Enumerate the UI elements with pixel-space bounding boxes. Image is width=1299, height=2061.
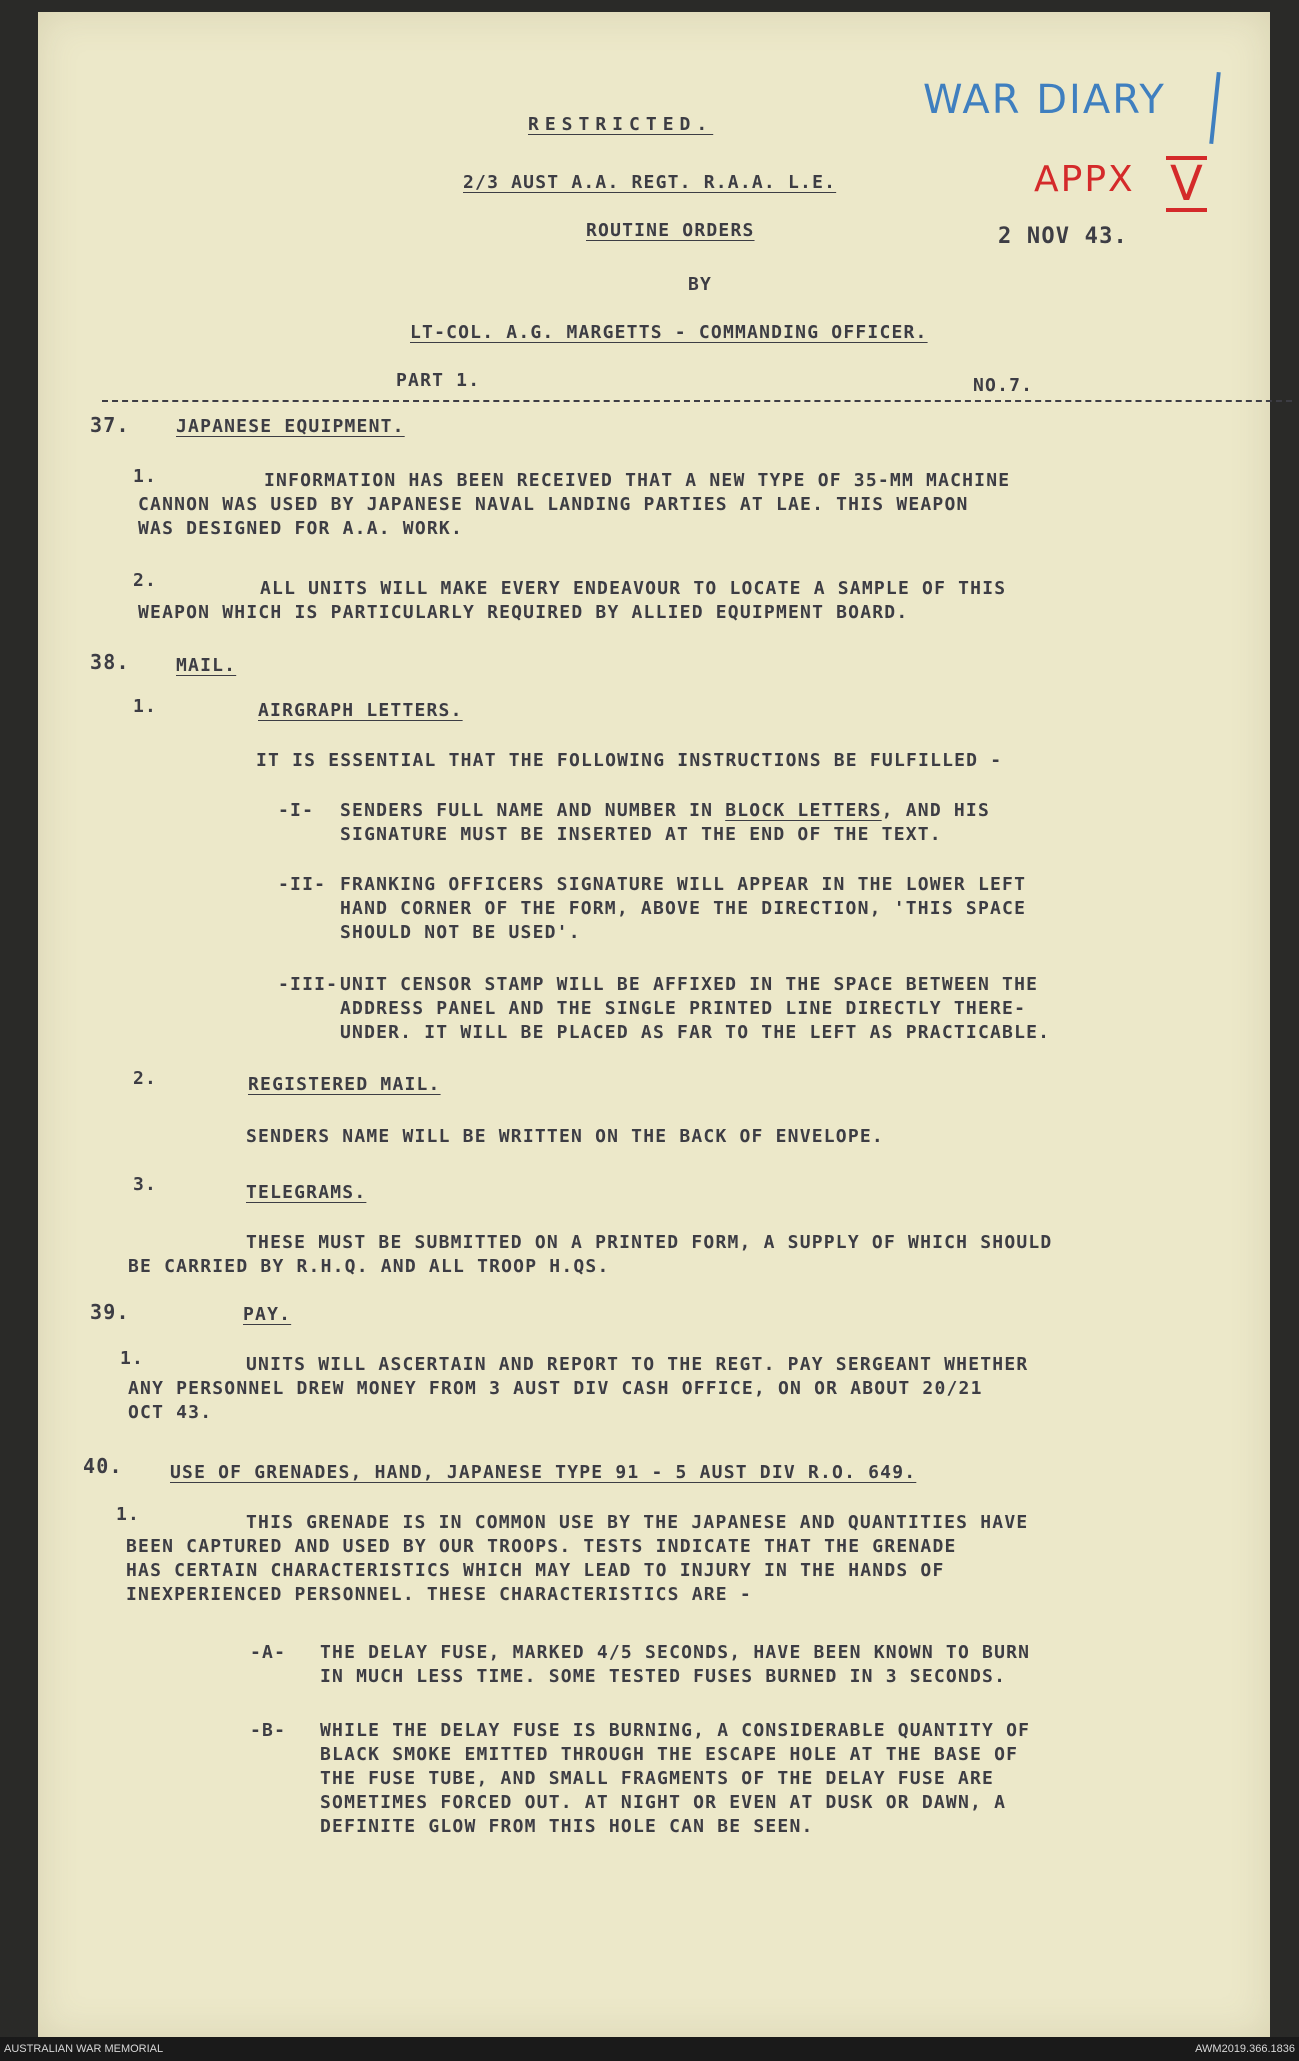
s38-p2-title: REGISTERED MAIL. (248, 1074, 441, 1095)
part-label: PART 1. (396, 370, 481, 391)
block-letters-emphasis: BLOCK LETTERS (725, 800, 882, 821)
s39-p1-line: OCT 43. (128, 1402, 213, 1423)
section-40-title: USE OF GRENADES, HAND, JAPANESE TYPE 91 - 5 AUST DIV R.O. 649. (170, 1462, 917, 1483)
section-39-number: 39. (90, 1300, 130, 1324)
handwritten-blue-stroke (1209, 72, 1221, 144)
header-divider (102, 400, 1292, 402)
document-page (38, 12, 1270, 2037)
s38-p2-text: SENDERS NAME WILL BE WRITTEN ON THE BACK OF ENVELOPE. (246, 1126, 884, 1147)
officer-line: LT-COL. A.G. MARGETTS - COMMANDING OFFICER. (410, 322, 928, 343)
item-b-line: THE FUSE TUBE, AND SMALL FRAGMENTS OF THE DELAY FUSE ARE (320, 1768, 995, 1789)
item-i-text: , AND HIS (881, 800, 991, 821)
item-ii-line: FRANKING OFFICERS SIGNATURE WILL APPEAR IN THE LOWER LEFT (340, 874, 1027, 895)
item-marker-ii: -II- (278, 874, 327, 895)
routine-orders-title: ROUTINE ORDERS (586, 220, 755, 241)
s38-p1-number: 1. (133, 696, 158, 717)
s38-p1-intro: IT IS ESSENTIAL THAT THE FOLLOWING INSTRUCTIONS BE FULFILLED - (256, 750, 1003, 771)
by-label: BY (688, 274, 713, 295)
item-iii-line: UNIT CENSOR STAMP WILL BE AFFIXED IN THE SPACE BETWEEN THE (340, 974, 1039, 995)
item-marker-a: -A- (250, 1642, 287, 1663)
s40-p1-line: THIS GRENADE IS IN COMMON USE BY THE JAPANESE AND QUANTITIES HAVE (246, 1512, 1029, 1533)
item-ii-line: HAND CORNER OF THE FORM, ABOVE THE DIRECTION, 'THIS SPACE (340, 898, 1027, 919)
s39-p1-line: UNITS WILL ASCERTAIN AND REPORT TO THE REGT. PAY SERGEANT WHETHER (246, 1354, 1029, 1375)
item-marker-iii: -III- (278, 974, 339, 995)
order-number: NO.7. (973, 375, 1034, 396)
s39-p1-number: 1. (120, 1348, 145, 1369)
s40-p1-number: 1. (116, 1504, 141, 1525)
footer-institution: AUSTRALIAN WAR MEMORIAL (4, 2043, 164, 2055)
item-b-line: WHILE THE DELAY FUSE IS BURNING, A CONSIDERABLE QUANTITY OF (320, 1720, 1031, 1741)
item-i-line: SIGNATURE MUST BE INSERTED AT THE END OF THE TEXT. (340, 824, 942, 845)
s38-p3-line: THESE MUST BE SUBMITTED ON A PRINTED FORM, A SUPPLY OF WHICH SHOULD (246, 1232, 1053, 1253)
handwritten-appx: APPX (1034, 159, 1135, 200)
section-40-number: 40. (83, 1454, 123, 1478)
s40-p1-line: INEXPERIENCED PERSONNEL. THESE CHARACTERISTICS ARE - (126, 1584, 752, 1605)
s38-p2-number: 2. (133, 1068, 158, 1089)
item-a-line: THE DELAY FUSE, MARKED 4/5 SECONDS, HAVE BEEN KNOWN TO BURN (320, 1642, 1031, 1663)
item-marker-b: -B- (250, 1720, 287, 1741)
s38-p1-title: AIRGRAPH LETTERS. (258, 700, 463, 721)
s39-p1-line: ANY PERSONNEL DREW MONEY FROM 3 AUST DIV CASH OFFICE, ON OR ABOUT 20/21 (128, 1378, 983, 1399)
order-date: 2 NOV 43. (998, 224, 1129, 249)
s37-p1-line: CANNON WAS USED BY JAPANESE NAVAL LANDING PARTIES AT LAE. THIS WEAPON (138, 494, 969, 515)
item-b-line: BLACK SMOKE EMITTED THROUGH THE ESCAPE HOLE AT THE BASE OF (320, 1744, 1019, 1765)
item-iii-line: UNDER. IT WILL BE PLACED AS FAR TO THE LEFT AS PRACTICABLE. (340, 1022, 1051, 1043)
section-38-number: 38. (90, 650, 130, 674)
item-ii-line: SHOULD NOT BE USED'. (340, 922, 581, 943)
item-i-line (340, 802, 990, 820)
item-iii-line: ADDRESS PANEL AND THE SINGLE PRINTED LINE DIRECTLY THERE- (340, 998, 1027, 1019)
item-a-line: IN MUCH LESS TIME. SOME TESTED FUSES BURNED IN 3 SECONDS. (320, 1666, 1007, 1687)
s37-p1-line: WAS DESIGNED FOR A.A. WORK. (138, 518, 463, 539)
section-37-number: 37. (90, 413, 130, 437)
s40-p1-line: HAS CERTAIN CHARACTERISTICS WHICH MAY LEAD TO INJURY IN THE HANDS OF (126, 1560, 945, 1581)
s38-p3-title: TELEGRAMS. (246, 1182, 367, 1203)
s38-p3-line: BE CARRIED BY R.H.Q. AND ALL TROOP H.QS. (128, 1256, 610, 1277)
footer-reference: AWM2019.366.1836 (1195, 2043, 1295, 2055)
s37-p2-line: WEAPON WHICH IS PARTICULARLY REQUIRED BY ALLIED EQUIPMENT BOARD. (138, 602, 909, 623)
handwritten-appx-number: V (1166, 156, 1207, 212)
section-38-title: MAIL. (176, 655, 237, 676)
item-b-line: DEFINITE GLOW FROM THIS HOLE CAN BE SEEN. (320, 1816, 814, 1837)
s38-p3-number: 3. (133, 1174, 158, 1195)
s37-p2-number: 2. (133, 570, 158, 591)
archive-footer (0, 2037, 1299, 2061)
s40-p1-line: BEEN CAPTURED AND USED BY OUR TROOPS. TESTS INDICATE THAT THE GRENADE (126, 1536, 957, 1557)
section-39-title: PAY. (243, 1304, 292, 1325)
unit-heading: 2/3 AUST A.A. REGT. R.A.A. L.E. (463, 172, 837, 193)
s37-p2-line: ALL UNITS WILL MAKE EVERY ENDEAVOUR TO LOCATE A SAMPLE OF THIS (260, 578, 1007, 599)
handwritten-war-diary: WAR DIARY (923, 77, 1166, 123)
s37-p1-number: 1. (133, 466, 158, 487)
classification-heading: RESTRICTED. (528, 114, 714, 135)
item-i-text: SENDERS FULL NAME AND NUMBER IN (340, 800, 726, 821)
item-b-line: SOMETIMES FORCED OUT. AT NIGHT OR EVEN AT DUSK OR DAWN, A (320, 1792, 1007, 1813)
section-37-title: JAPANESE EQUIPMENT. (176, 416, 405, 437)
item-marker-i: -I- (278, 800, 315, 821)
s37-p1-line: INFORMATION HAS BEEN RECEIVED THAT A NEW TYPE OF 35-MM MACHINE (264, 470, 1011, 491)
